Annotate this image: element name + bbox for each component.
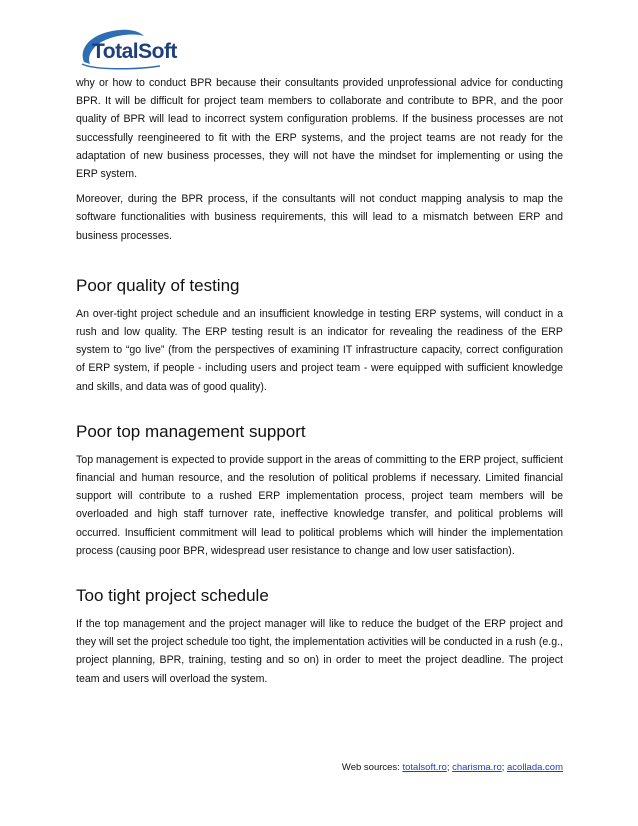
link-charisma[interactable]: charisma.ro (452, 762, 502, 773)
footer-label: Web sources: (341, 762, 403, 773)
logo-text: TotalSoft (92, 40, 177, 63)
heading-poor-quality-of-testing: Poor quality of testing (76, 275, 240, 295)
totalsoft-logo (74, 26, 194, 74)
paragraph-bpr-consultants: why or how to conduct BPR because their consultants provided unprofessional advice for conducting BPR. It will be difficult for project team members to collaborate and contribute to BPR, and the poor quality of BPR will lead to incorrect system configuration problems. If the business processes are not successfully reengineered to fit with the ERP systems, and the project teams are not ready for the adaptation of new business processes, they will not have the mindset for implementing or using the ERP system. (76, 77, 563, 181)
paragraph-management-support: Top management is expected to provide support in the areas of committing to the ERP project, sufficient financial and human resource, and the resolution of political problems if necessary. Limited financial support will contribute to a rushed ERP implementation process, project team members will be overloaded and high staff turnover rate, ineffective knowledge transfer, and political problems will occurred. Insufficient commitment will lead to political problems which will hinder the implementation process (causing poor BPR, widespread user resistance to change and low user satisfaction). (76, 453, 563, 557)
footer-separator: ; (446, 762, 453, 773)
heading-too-tight-project-schedule: Too tight project schedule (76, 586, 269, 606)
paragraph-project-schedule: If the top management and the project manager will like to reduce the budget of the ERP project and they will set the project schedule too tight, the implementation activities will be conducted in a rush (e.g., project planning, BPR, training, testing and so on) in order to meet the project deadline. The project team and users will overload the system. (76, 618, 563, 685)
footer-web-sources (342, 762, 563, 773)
footer-separator: ; (501, 762, 508, 773)
paragraph-bpr-mapping: Moreover, during the BPR process, if the consultants will not conduct mapping analysis to map the software functionalities with business requirements, this will lead to a mismatch between ERP and business processes. (76, 193, 563, 242)
link-acollada[interactable]: acollada.com (507, 762, 563, 773)
link-totalsoft[interactable]: totalsoft.ro (402, 762, 447, 773)
heading-poor-top-management-support: Poor top management support (76, 421, 306, 441)
document-body (76, 74, 563, 695)
paragraph-testing: An over-tight project schedule and an insufficient knowledge in testing ERP systems, will conduct in a rush and low quality. The ERP testing result is an indicator for revealing the readiness of the ERP system to “go live” (from the perspectives of examining IT infrastructure capacity, correct configuration of ERP system, if people - including users and project team - were equipped with sufficient knowledge and skills, and data was of good quality). (76, 307, 563, 393)
